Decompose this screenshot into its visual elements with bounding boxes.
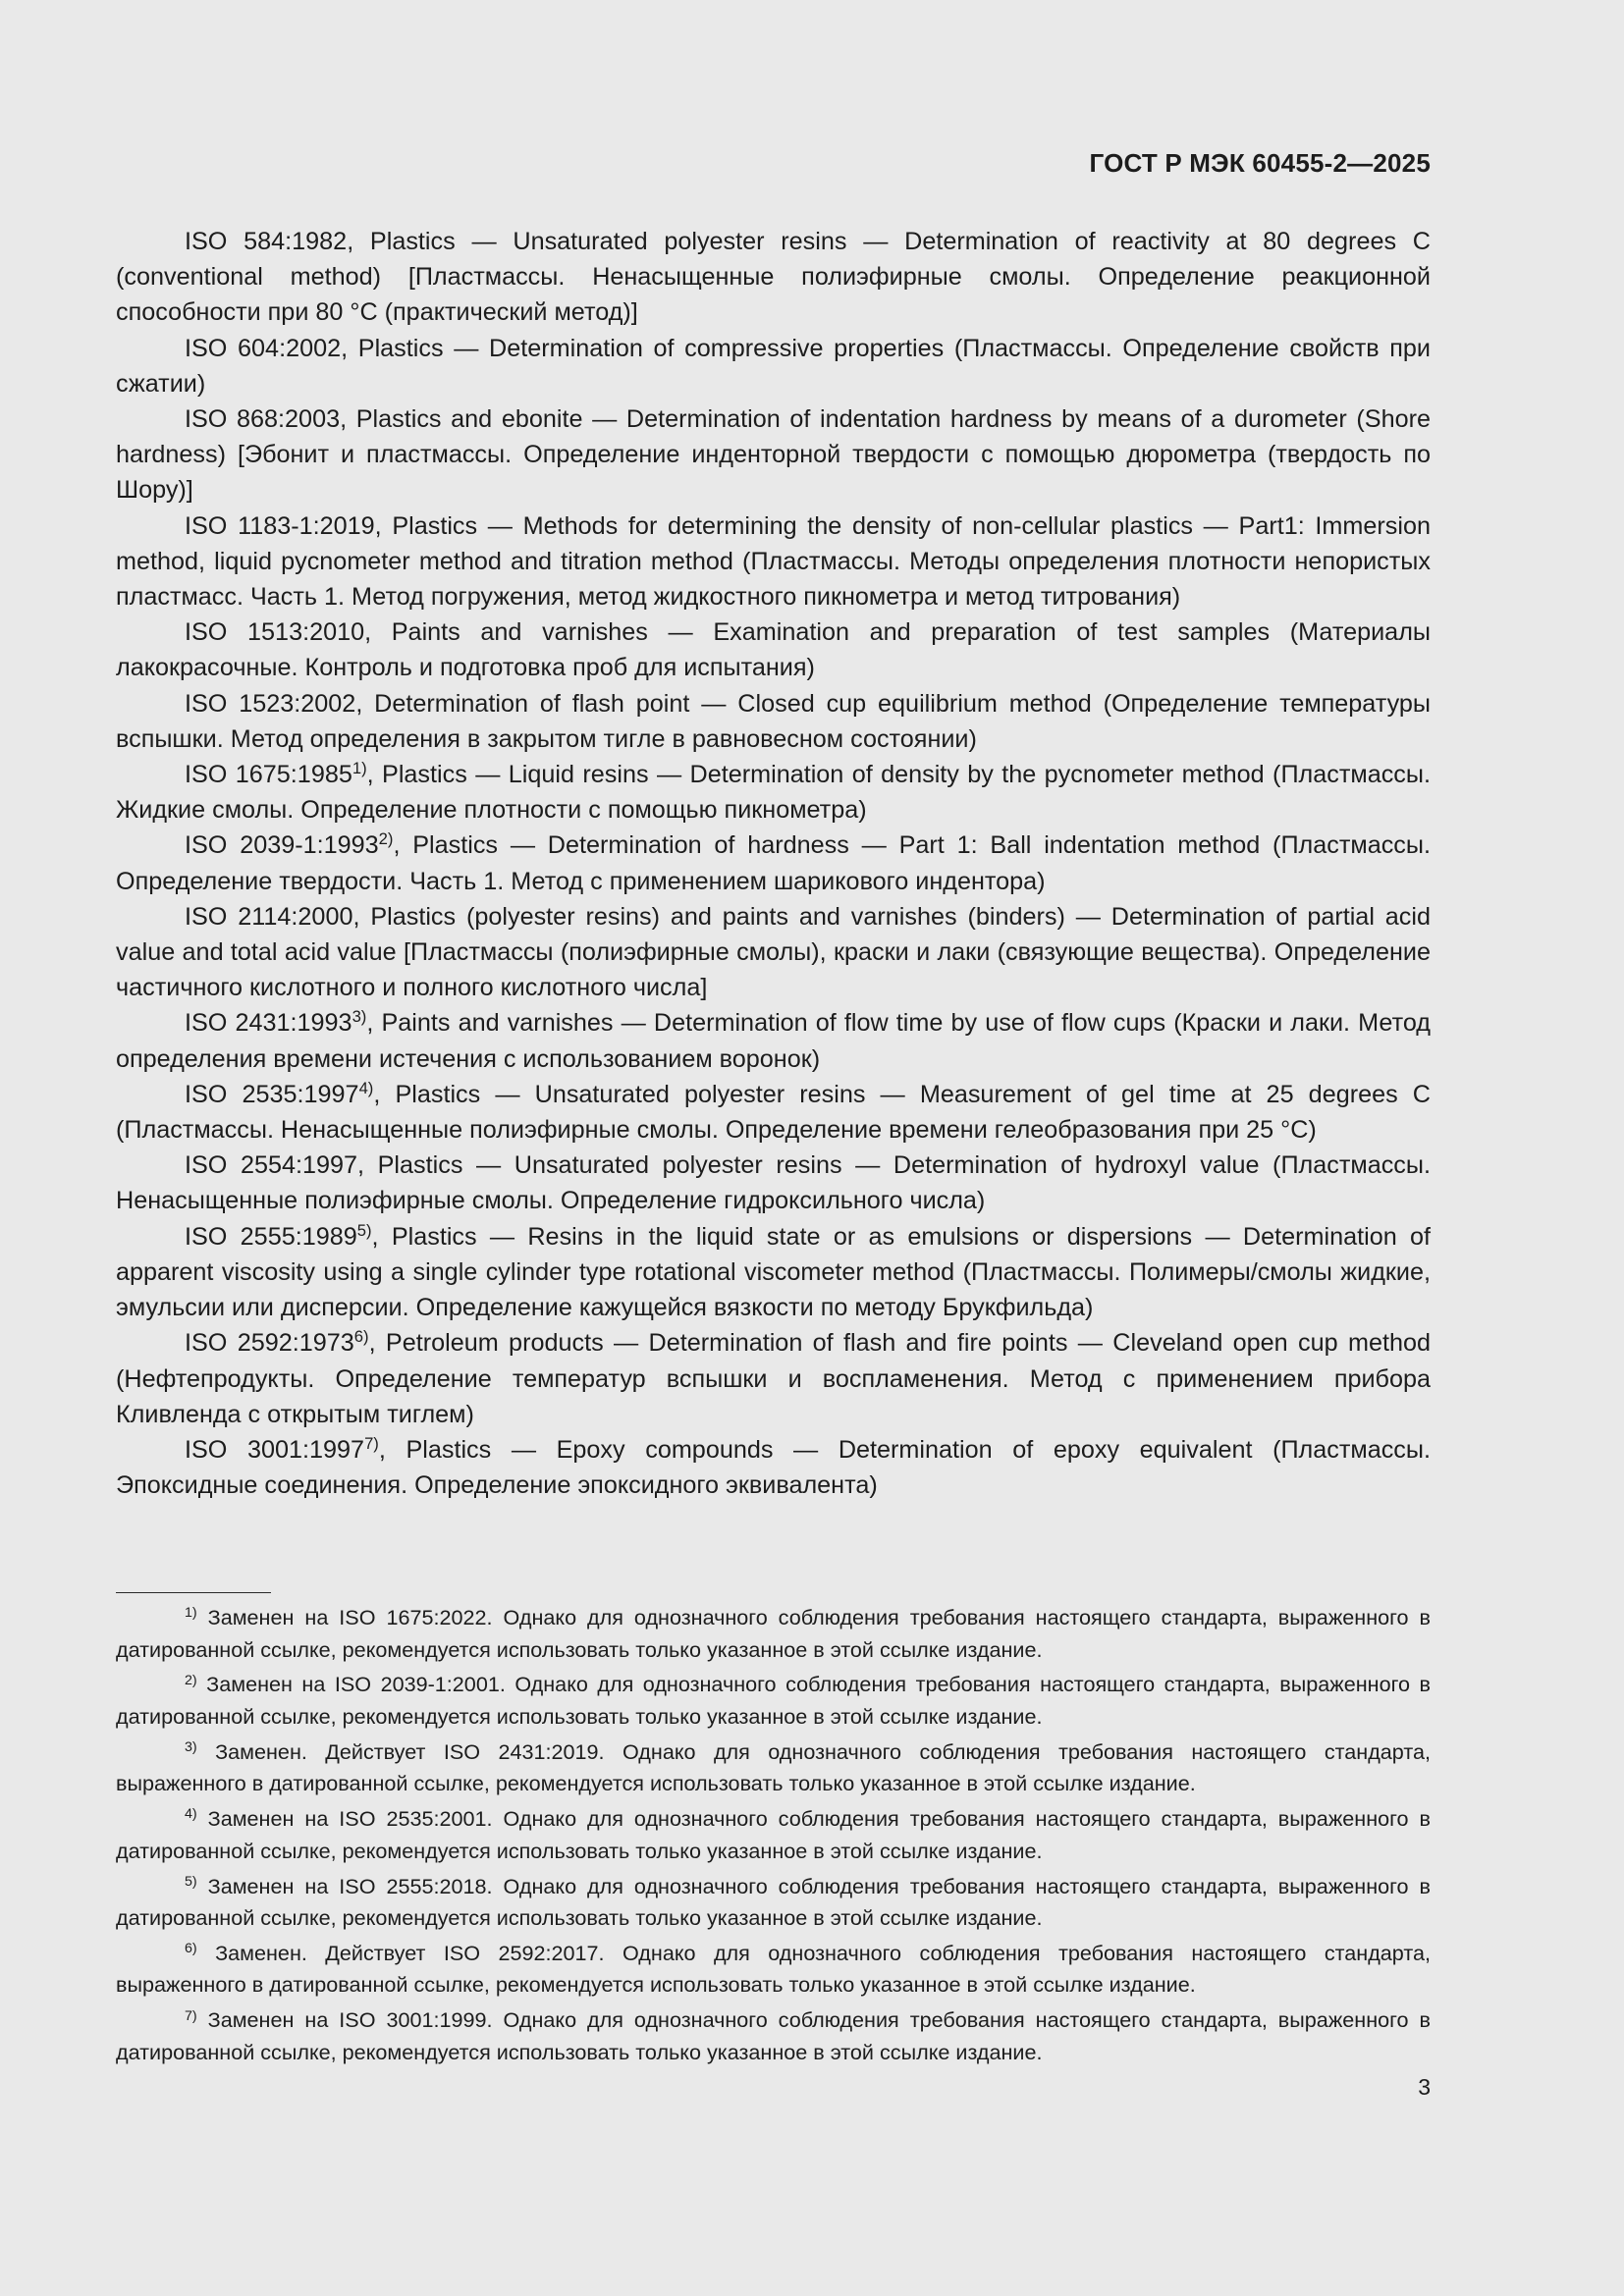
reference-item: [116, 686, 1431, 757]
footnote-item: [116, 1803, 1431, 1867]
reference-code: ISO 1523:2002: [185, 689, 356, 718]
footnote-text: Заменен на ISO 1675:2022. Однако для однозначного соблюдения требования настоящего стандарта, выраженного в датированной ссылке, рекомендуется использовать только указанное в этой ссылке издание.: [116, 1605, 1431, 1662]
footnote-reference: 4): [358, 1078, 374, 1097]
footnote-item: [116, 1736, 1431, 1800]
reference-item: [116, 899, 1431, 1006]
footnote-mark: 5): [185, 1873, 197, 1890]
reference-code: ISO 2114:2000: [185, 902, 353, 931]
reference-text: , Plastics — Methods for determining the density of non-cellular plastics — Part1: Immersion method, liquid pycnometer method and titration method (Пластмассы. Методы определения плотности непористых пластмасс. Часть 1. Метод погружения, метод жидкостного пикнометра и метод титрования): [116, 511, 1431, 612]
footnote-mark: 6): [185, 1941, 197, 1957]
reference-code: ISO 2039-1:1993: [185, 831, 379, 860]
reference-item: [116, 508, 1431, 615]
footnote-mark: 2): [185, 1672, 197, 1688]
reference-text: , Plastics (polyester resins) and paints and varnishes (binders) — Determination of partial acid value and total acid value [Пластмассы (полиэфирные смолы), краски и лаки (связующие вещества). Определение частичного кислотного и полного кислотного числа]: [116, 902, 1431, 1002]
reference-text: , Plastics — Unsaturated polyester resins — Determination of hydroxyl value (Пластмассы. Ненасыщенные полиэфирные смолы. Определение гидроксильного числа): [116, 1151, 1431, 1215]
reference-item: [116, 331, 1431, 401]
normative-references-list: [116, 224, 1431, 1503]
reference-code: ISO 2592:1973: [185, 1329, 354, 1358]
reference-item: [116, 1077, 1431, 1148]
footnote-item: [116, 1602, 1431, 1666]
footnote-reference: 6): [353, 1327, 369, 1347]
footnote-text: Заменен на ISO 2555:2018. Однако для однозначного соблюдения требования настоящего стандарта, выраженного в датированной ссылке, рекомендуется использовать только указанное в этой ссылке издание.: [116, 1873, 1431, 1931]
reference-text: , Plastics — Unsaturated polyester resins — Determination of reactivity at 80 degrees C (conventional method) [Пластмассы. Ненасыщенные полиэфирные смолы. Определение реакционной способности при 80 °С (практический метод)]: [116, 228, 1431, 327]
reference-text: , Determination of flash point — Closed cup equilibrium method (Определение температуры вспышки. Метод определения в закрытом тигле в равновесном состоянии): [116, 689, 1431, 753]
reference-code: ISO 1675:1985: [185, 761, 352, 789]
reference-text: , Plastics — Liquid resins — Determination of density by the pycnometer method (Пластмассы. Жидкие смолы. Определение плотности с помощью пикнометра): [116, 761, 1431, 825]
reference-item: [116, 757, 1431, 828]
reference-code: ISO 2555:1989: [185, 1222, 357, 1251]
reference-text: , Plastics and ebonite — Determination of indentation hardness by means of a durometer (Shore hardness) [Эбонит и пластмассы. Определение инденторной твердости с помощью дюрометра (твердость по Шору)]: [116, 405, 1431, 505]
reference-text: , Plastics — Unsaturated polyester resins — Measurement of gel time at 25 degrees C (Пластмассы. Ненасыщенные полиэфирные смолы. Определение времени гелеобразования при 25 °С): [116, 1080, 1431, 1145]
reference-text: , Paints and varnishes — Determination of flow time by use of flow cups (Краски и лаки. Метод определения времени истечения с использованием воронок): [116, 1009, 1431, 1073]
footnote-mark: 3): [185, 1738, 197, 1755]
reference-text: , Plastics — Epoxy compounds — Determination of epoxy equivalent (Пластмассы. Эпоксидные соединения. Определение эпоксидного эквивалента): [116, 1435, 1432, 1500]
reference-text: , Plastics — Determination of hardness — Part 1: Ball indentation method (Пластмассы. Определение твердости. Часть 1. Метод с применением шарикового индентора): [116, 831, 1431, 895]
footnote-text: Заменен на ISO 3001:1999. Однако для однозначного соблюдения требования настоящего стандарта, выраженного в датированной ссылке, рекомендуется использовать только указанное в этой ссылке издание.: [116, 2007, 1431, 2064]
footnote-text: Заменен на ISO 2039-1:2001. Однако для однозначного соблюдения требования настоящего стандарта, выраженного в датированной ссылке, рекомендуется использовать только указанное в этой ссылке издание.: [116, 1672, 1431, 1729]
reference-item: [116, 1432, 1431, 1503]
footnote-separator: [116, 1592, 271, 1593]
reference-item: [116, 1005, 1431, 1076]
footnote-text: Заменен на ISO 2535:2001. Однако для однозначного соблюдения требования настоящего стандарта, выраженного в датированной ссылке, рекомендуется использовать только указанное в этой ссылке издание.: [116, 1806, 1431, 1863]
reference-text: , Plastics — Resins in the liquid state or as emulsions or dispersions — Determination of apparent viscosity using a single cylinder type rotational viscometer method (Пластмассы. Полимеры/смолы жидкие, эмульсии или дисперсии. Определение кажущейся вязкости по методу Брукфильда): [116, 1222, 1432, 1322]
reference-code: ISO 2535:1997: [185, 1080, 359, 1108]
reference-item: [116, 828, 1431, 898]
reference-item: [116, 401, 1431, 508]
reference-item: [116, 1219, 1431, 1326]
reference-code: ISO 584:1982: [185, 228, 348, 255]
reference-code: ISO 3001:1997: [185, 1435, 365, 1464]
footnote-reference: 2): [378, 829, 394, 849]
reference-code: ISO 1183-1:2019: [185, 511, 375, 540]
footnote-item: [116, 1871, 1431, 1935]
footnotes-section: [116, 1602, 1431, 2072]
reference-item: [116, 1325, 1431, 1432]
document-header-id: ГОСТ Р МЭК 60455-2—2025: [1089, 148, 1431, 178]
footnote-mark: 1): [185, 1605, 197, 1622]
reference-code: ISO 868:2003: [185, 405, 341, 434]
footnote-item: [116, 1669, 1431, 1733]
footnote-mark: 7): [185, 2007, 197, 2024]
footnote-mark: 4): [185, 1806, 197, 1823]
footnote-item: [116, 2004, 1431, 2068]
footnote-reference: 3): [352, 1007, 367, 1027]
reference-text: , Petroleum products — Determination of flash and fire points — Cleveland open cup method (Нефтепродукты. Определение температур вспышки и воспламенения. Метод с применением прибора Кливленда с открытым тиглем): [116, 1329, 1431, 1428]
reference-text: , Plastics — Determination of compressive properties (Пластмассы. Определение свойств при сжатии): [116, 334, 1431, 398]
reference-code: ISO 1513:2010: [185, 618, 365, 647]
reference-item: [116, 614, 1431, 685]
reference-code: ISO 2554:1997: [185, 1151, 358, 1180]
reference-code: ISO 2431:1993: [185, 1009, 352, 1038]
page-number: 3: [1418, 2074, 1431, 2100]
footnote-reference: 5): [356, 1220, 372, 1240]
footnote-reference: 7): [364, 1433, 379, 1453]
footnote-reference: 1): [352, 758, 367, 777]
reference-code: ISO 604:2002: [185, 334, 342, 362]
reference-text: , Paints and varnishes — Examination and preparation of test samples (Материалы лакокрасочные. Контроль и подготовка проб для испытания): [116, 618, 1431, 682]
footnote-text: Заменен. Действует ISO 2592:2017. Однако для однозначного соблюдения требования настоящего стандарта, выраженного в датированной ссылке, рекомендуется использовать только указанное в этой ссылке издание.: [116, 1940, 1431, 1998]
footnote-text: Заменен. Действует ISO 2431:2019. Однако для однозначного соблюдения требования настоящего стандарта, выраженного в датированной ссылке, рекомендуется использовать только указанное в этой ссылке издание.: [116, 1738, 1431, 1796]
reference-item: [116, 1148, 1431, 1218]
reference-item: [116, 224, 1431, 331]
footnote-item: [116, 1938, 1431, 2002]
